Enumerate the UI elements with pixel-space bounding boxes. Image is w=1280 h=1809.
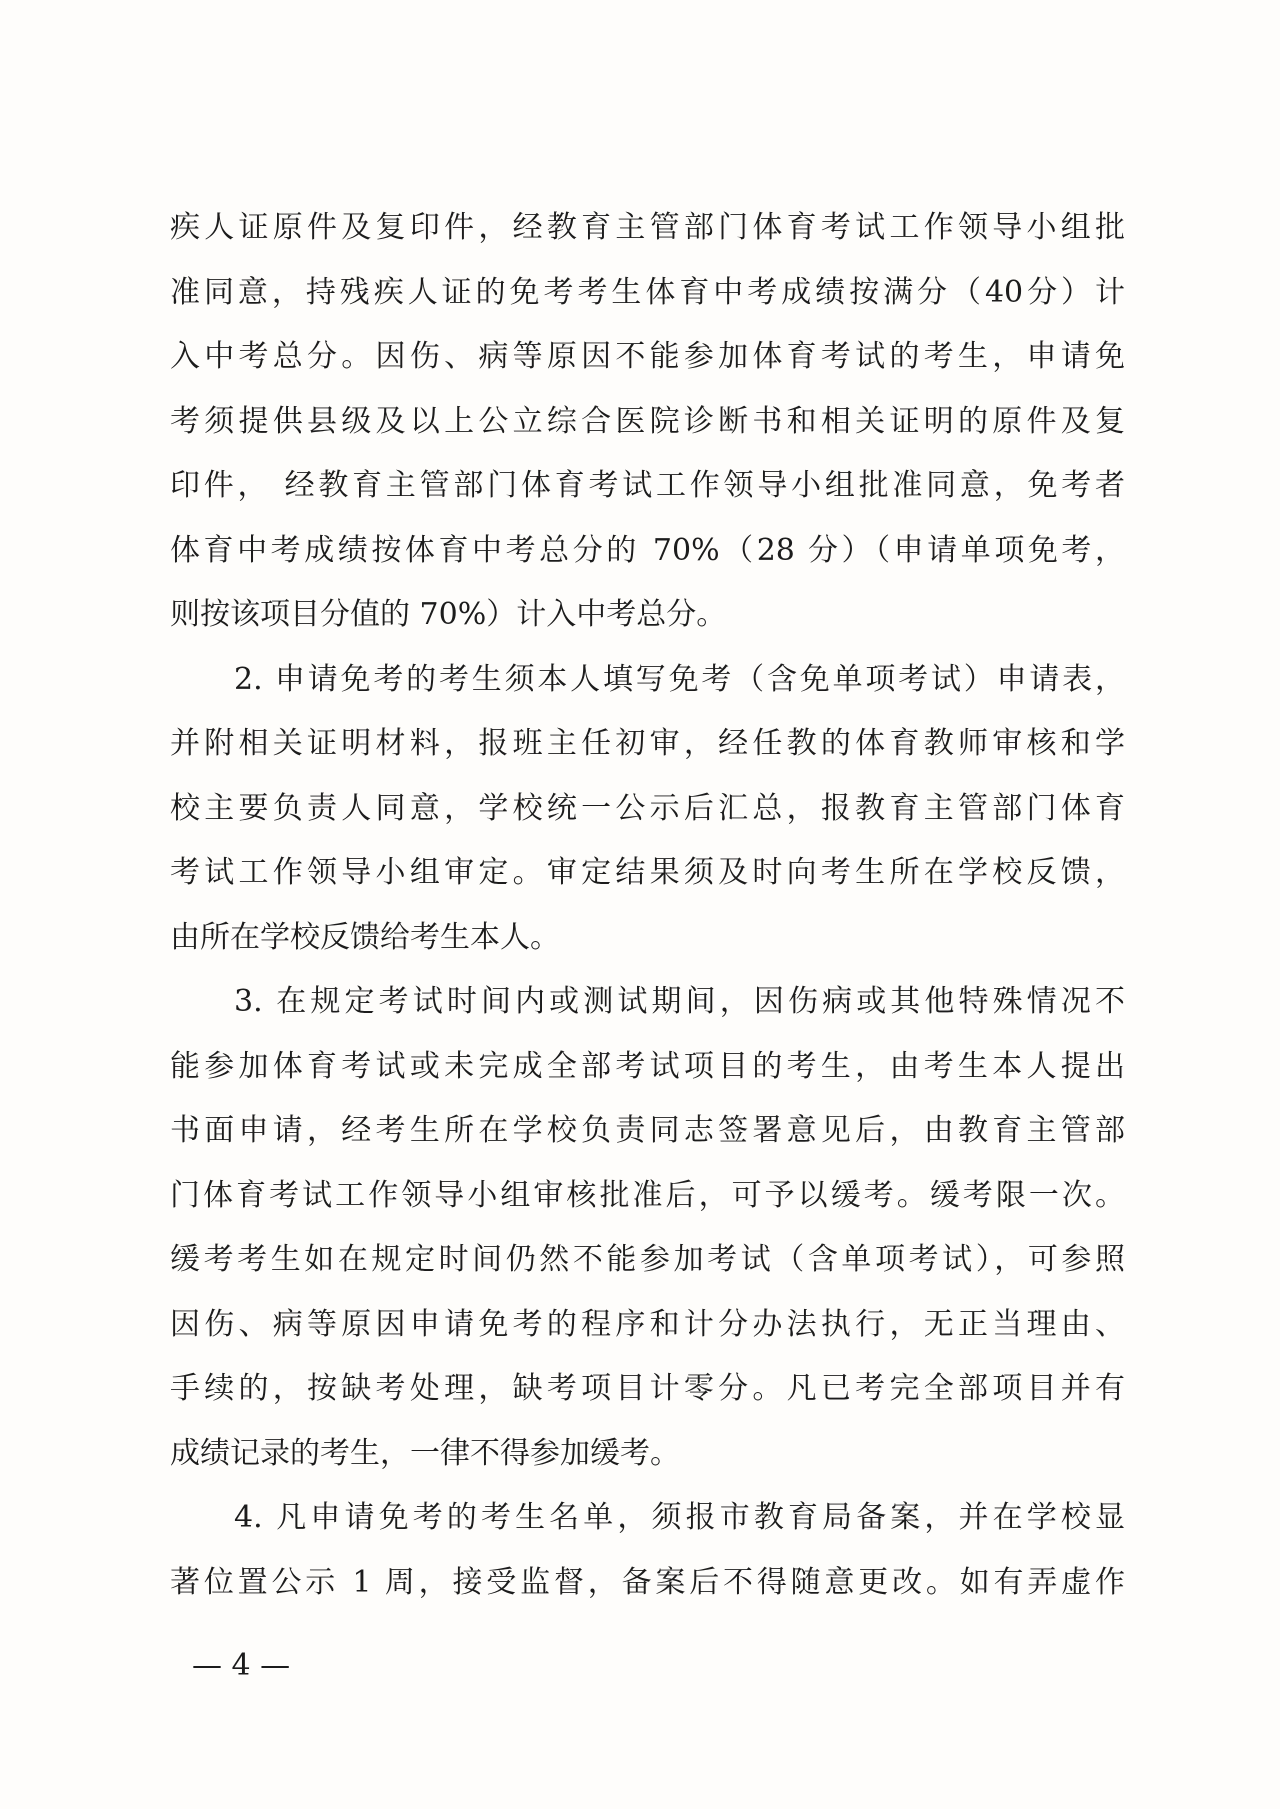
text-line: 由所在学校反馈给考生本人。 bbox=[170, 919, 560, 955]
text-line: 校主要负责人同意，学校统一公示后汇总，报教育主管部门体育 bbox=[170, 790, 1125, 826]
text-line: 因伤、病等原因申请免考的程序和计分办法执行，无正当理由、 bbox=[170, 1306, 1125, 1342]
text-line: 并附相关证明材料，报班主任初审，经任教的体育教师审核和学 bbox=[170, 726, 1125, 761]
text-line: 书面申请，经考生所在学校负责同志签署意见后，由教育主管部 bbox=[170, 1113, 1125, 1148]
text-line: 体育中考成绩按体育中考总分的 70%（28 分）（申请单项免考， bbox=[170, 532, 1125, 568]
text-line: 准同意，持残疾人证的免考考生体育中考成绩按满分（40分）计 bbox=[170, 274, 1125, 310]
text-line: 则按该项目分值的 70%）计入中考总分。 bbox=[170, 597, 727, 632]
text-line: 2. 申请免考的考生须本人填写免考（含免单项考试）申请表， bbox=[234, 661, 1125, 697]
text-line: 著位置公示 1 周，接受监督，备案后不得随意更改。如有弄虚作 bbox=[170, 1564, 1125, 1600]
text-line: 考须提供县级及以上公立综合医院诊断书和相关证明的原件及复 bbox=[170, 403, 1125, 439]
text-line: 手续的，按缺考处理，缺考项目计零分。凡已考完全部项目并有 bbox=[170, 1371, 1125, 1406]
text-line: 疾人证原件及复印件，经教育主管部门体育考试工作领导小组批 bbox=[170, 210, 1125, 245]
text-line: 门体育考试工作领导小组审核批准后，可予以缓考。缓考限一次。 bbox=[170, 1177, 1125, 1213]
text-line: 成绩记录的考生，一律不得参加缓考。 bbox=[170, 1435, 680, 1471]
page-number: — 4 — bbox=[192, 1648, 291, 1683]
text-line: 能参加体育考试或未完成全部考试项目的考生，由考生本人提出 bbox=[170, 1048, 1125, 1084]
text-line: 缓考考生如在规定时间仍然不能参加考试（含单项考试），可参照 bbox=[170, 1242, 1125, 1277]
text-line: 印件， 经教育主管部门体育考试工作领导小组批准同意，免考者 bbox=[170, 468, 1125, 503]
document-body bbox=[170, 196, 1125, 1615]
text-line: 4. 凡申请免考的考生名单，须报市教育局备案，并在学校显 bbox=[234, 1500, 1125, 1535]
text-line: 入中考总分。因伤、病等原因不能参加体育考试的考生，申请免 bbox=[170, 339, 1125, 374]
text-line: 考试工作领导小组审定。审定结果须及时向考生所在学校反馈， bbox=[170, 855, 1125, 890]
text-line: 3. 在规定考试时间内或测试期间，因伤病或其他特殊情况不 bbox=[234, 984, 1125, 1019]
